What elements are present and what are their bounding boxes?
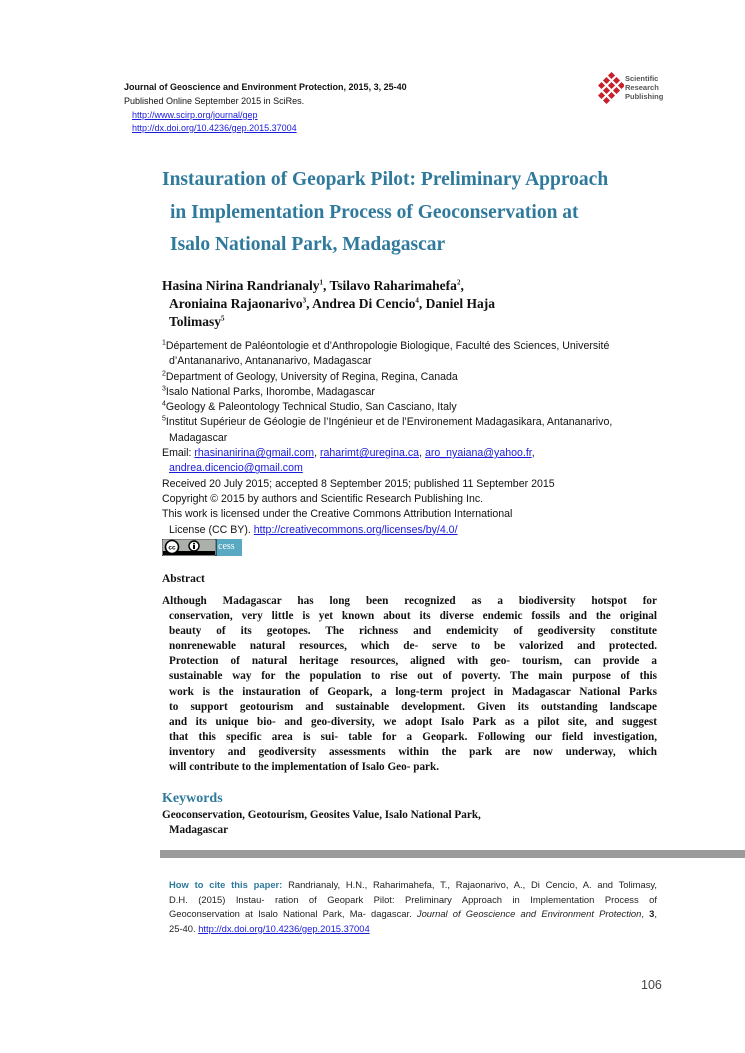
abstract-body (162, 594, 657, 775)
affiliation-mark: 4 (415, 296, 419, 305)
open-access-badge[interactable] (162, 539, 242, 556)
email-link[interactable]: rhasinanirina@gmail.com (194, 447, 315, 460)
affiliation-number: 4 (162, 400, 166, 408)
keywords-line: Geoconservation, Geotourism, Geosites Value, Isalo National Park, (162, 809, 481, 821)
license-text: License (CC BY). (169, 523, 254, 536)
abstract-heading: Abstract (162, 573, 205, 585)
keywords-body (162, 808, 481, 838)
section-divider (160, 850, 745, 858)
title-line: Instauration of Geopark Pilot: Preliminary Approach (162, 169, 609, 190)
copyright-notice: Copyright © 2015 by authors and Scientific Research Publishing Inc. (162, 492, 484, 505)
journal-url-link[interactable]: http://www.scirp.org/journal/gep (132, 110, 258, 120)
publisher-logo (598, 72, 678, 108)
affiliation: Institut Supérieur de Géologie de l’Ingénieur et de l’Environement Madagasikara, Antananarivo, (165, 416, 613, 429)
author-name: , Tsilavo Raharimahefa (323, 278, 457, 293)
abstract-line: that this specific area is sui- table for a Geopark. Following our field investigation, (169, 730, 657, 743)
separator: , (654, 908, 657, 920)
publication-dates: Received 20 July 2015; accepted 8 September 2015; published 11 September 2015 (162, 477, 555, 490)
affiliations-block (162, 339, 662, 538)
affiliation: d’Antananarivo, Antananarivo, Madagascar (169, 355, 372, 368)
author-name: Hasina Nirina Randrianaly (162, 278, 320, 293)
affiliation: Département de Paléontologie et d’Anthropologie Biologique, Faculté des Sciences, Université (165, 340, 610, 352)
abstract-line: sustainable way for the population to rise out of poverty. The main purpose of this (169, 670, 657, 683)
svg-text:cc: cc (168, 544, 176, 552)
citation-volume: 3 (649, 908, 655, 920)
separator: , (419, 447, 425, 460)
citation-journal: Journal of Geoscience and Environment Protection (416, 908, 642, 920)
affiliation: Isalo National Parks, Ihorombe, Madagascar (165, 385, 375, 398)
email-link[interactable]: aro_nyaiana@yahoo.fr (424, 447, 532, 460)
abstract-line: work is the instauration of Geopark, a long-term project in Madagascar National Parks (169, 685, 657, 698)
email-label: Email: (162, 447, 195, 460)
affiliation: Department of Geology, University of Regina, Regina, Canada (165, 370, 458, 383)
citation-text: 25-40. (169, 922, 199, 934)
abstract-line: and its unique bio- and geo-diversity, we adopt Isalo Park as a pilot site, and suggest (169, 715, 657, 728)
abstract-line: Protection of natural heritage resources, aligned with geo- tourism, can provide a (169, 655, 657, 668)
logo-line: Publishing (625, 92, 664, 101)
separator: , (460, 278, 464, 293)
author-name: Tolimasy (169, 314, 222, 329)
abstract-line: nonrenewable natural resources, which de- serve to be valorized and protected. (169, 640, 657, 653)
affiliation-mark: 1 (319, 278, 324, 287)
affiliation-mark: 3 (302, 296, 307, 305)
citation-block (169, 878, 657, 936)
affiliation-mark: 5 (221, 314, 225, 323)
logo-line: Research (625, 83, 659, 92)
keywords-heading: Keywords (162, 791, 223, 806)
license-link[interactable]: http://creativecommons.org/licenses/by/4.0/ (253, 523, 458, 536)
license-text: This work is licensed under the Creative Commons Attribution International (162, 508, 513, 521)
doi-link[interactable]: http://dx.doi.org/10.4236/gep.2015.37004 (132, 123, 297, 133)
title-line: Isalo National Park, Madagascar (170, 234, 446, 255)
email-link[interactable]: andrea.dicencio@gmail.com (169, 462, 303, 475)
page-number: 106 (641, 978, 662, 992)
affiliation-number: 3 (162, 385, 166, 393)
title-line: in Implementation Process of Geoconservation at (170, 201, 579, 223)
affiliation-number: 2 (162, 370, 166, 378)
affiliation-mark: 2 (456, 278, 461, 287)
publisher-name (625, 74, 663, 101)
author-name: Aroniaina Rajaonarivo (169, 296, 303, 311)
separator: , (314, 447, 320, 460)
author-name: , Daniel Haja (418, 296, 496, 311)
abstract-line: beauty of its geotopes. The richness and endemicity of geodiversity constitute (169, 625, 657, 638)
logo-line: Scientific (625, 74, 659, 83)
citation-text: Randrianaly, H.N., Raharimahefa, T., Rajaonarivo, A., Di Cencio, A. and Tolimasy, (288, 879, 657, 890)
author-name: , Andrea Di Cencio (306, 296, 416, 311)
paper-title (162, 164, 662, 262)
affiliation-number: 5 (162, 415, 166, 423)
citation-doi-link[interactable]: http://dx.doi.org/10.4236/gep.2015.37004 (198, 922, 370, 934)
separator: , (531, 447, 535, 460)
email-link[interactable]: raharimt@uregina.ca (319, 447, 420, 460)
affiliation: Geology & Paleontology Technical Studio, San Casciano, Italy (165, 401, 457, 414)
citation-text: Geoconservation at Isalo National Park, Ma- dagascar. (169, 908, 417, 920)
keywords-line: Madagascar (169, 824, 229, 836)
published-info: Published Online September 2015 in SciRes. (124, 96, 305, 106)
email-line (162, 446, 662, 461)
affiliation-number: 1 (162, 339, 166, 347)
author-list (162, 277, 662, 331)
abstract-line: Although Madagascar has long been recognized as a biodiversity hotspot for (162, 595, 657, 607)
badge-text: cess (218, 541, 235, 552)
citation-label: How to cite this paper: (169, 879, 289, 890)
affiliation: Madagascar (169, 431, 228, 444)
abstract-line: will contribute to the implementation of Isalo Geo- park. (169, 761, 440, 774)
abstract-line: to support geotourism and sustainable development. Given its outstanding landscape (169, 700, 657, 713)
abstract-line: inventory and geodiversity assessments within the park are now underway, which (169, 745, 657, 758)
abstract-line: conservation, very little is yet known about its diverse endemic fossils and the original (169, 610, 657, 623)
separator: , (641, 908, 650, 920)
citation-text: D.H. (2015) Instau- ration of Geopark Pilot: Preliminary Approach in Implementation Process of (169, 893, 657, 905)
diamond-logo-icon (598, 72, 624, 106)
journal-info: Journal of Geoscience and Environment Protection, 2015, 3, 25-40 (124, 82, 407, 92)
